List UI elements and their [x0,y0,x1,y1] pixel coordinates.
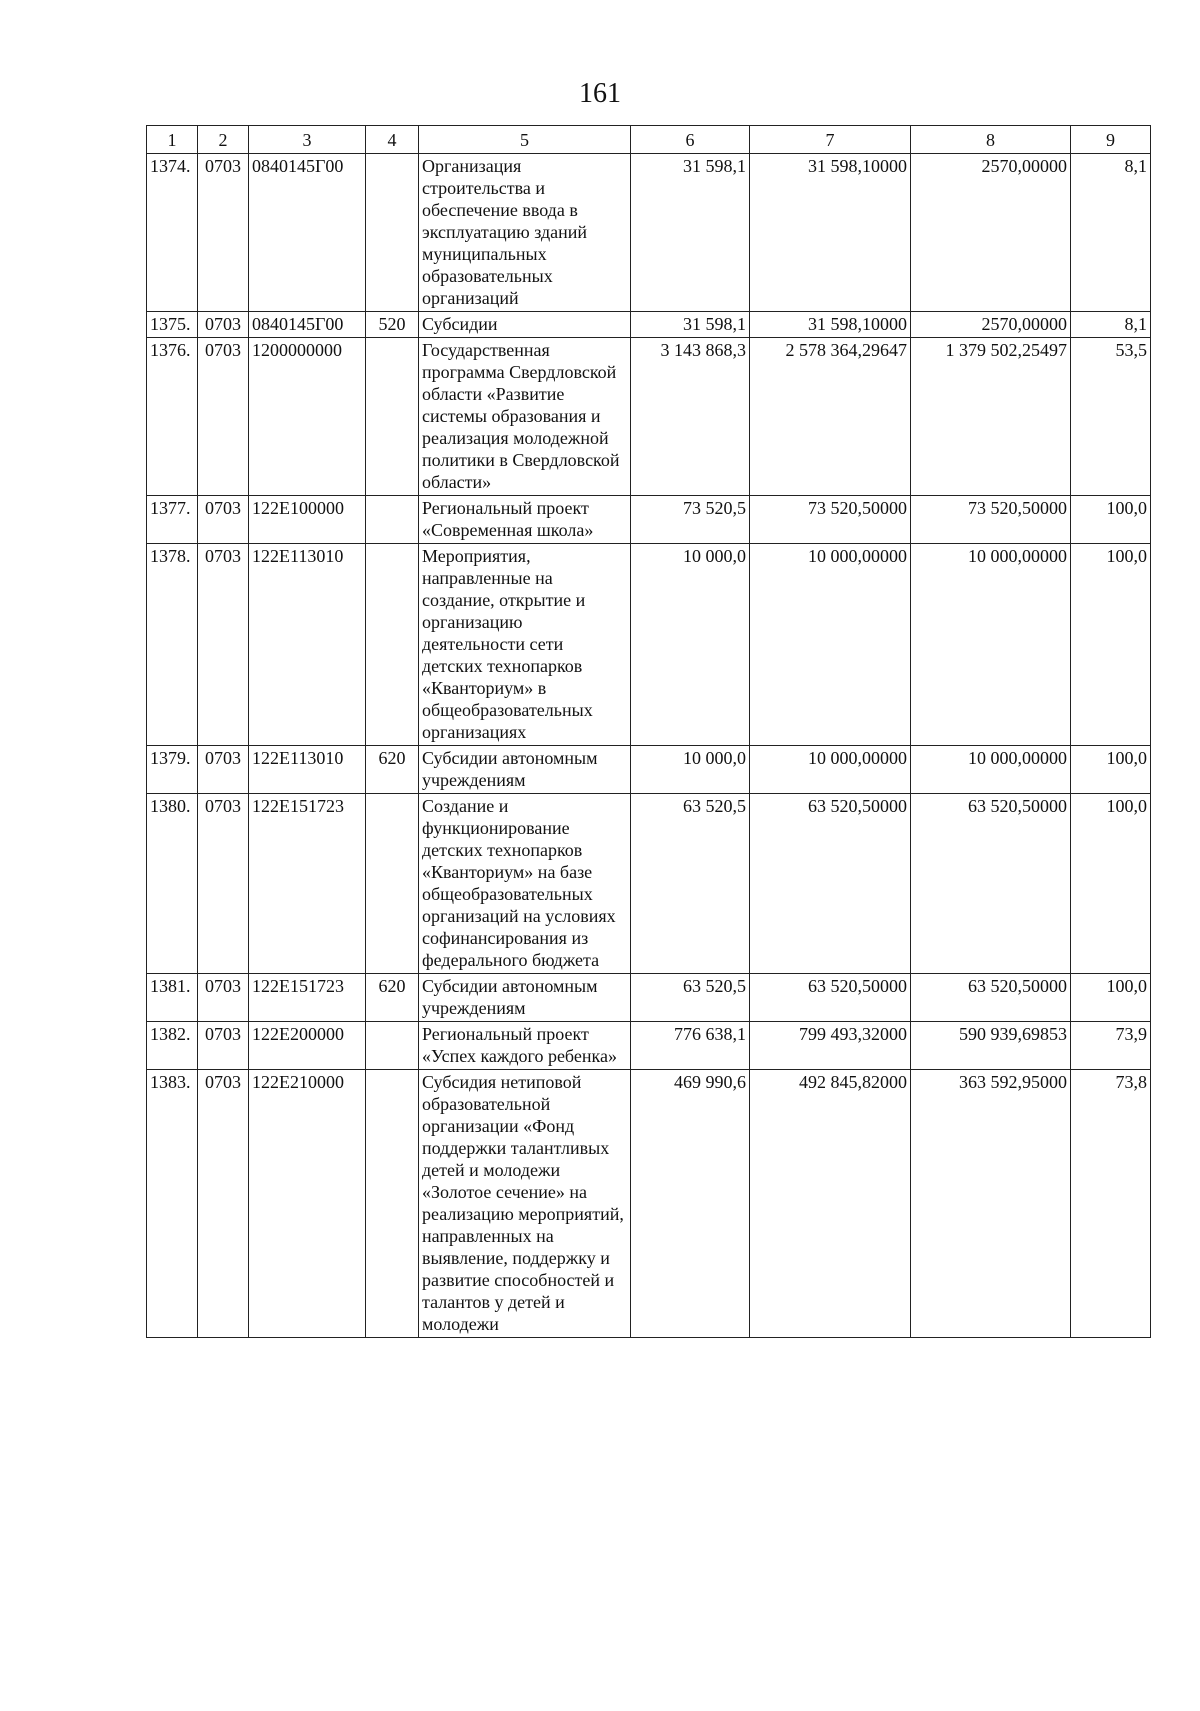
expense-type-code [366,1070,419,1338]
table-row [147,312,1151,338]
target-article-code: 0840145Г00 [249,154,366,312]
amount-col8: 10 000,00000 [911,746,1071,794]
row-number: 1376. [147,338,198,496]
column-header: 5 [419,126,631,154]
amount-col8: 10 000,00000 [911,544,1071,746]
table-row [147,794,1151,974]
amount-col7: 10 000,00000 [750,746,911,794]
target-article-code: 122E113010 [249,746,366,794]
section-code: 0703 [198,312,249,338]
section-code: 0703 [198,1022,249,1070]
table-row [147,496,1151,544]
row-number: 1377. [147,496,198,544]
row-number: 1378. [147,544,198,746]
amount-col6: 73 520,5 [631,496,750,544]
percent-col9: 8,1 [1071,312,1151,338]
column-header: 2 [198,126,249,154]
item-name: Создание и функционирование детских технопарков «Кванториум» на базе общеобразовательных организаций на условиях софинансирования из федерального бюджета [419,794,631,974]
budget-table [146,125,1151,1338]
amount-col6: 3 143 868,3 [631,338,750,496]
target-article-code: 122E151723 [249,974,366,1022]
amount-col8: 63 520,50000 [911,974,1071,1022]
section-code: 0703 [198,746,249,794]
amount-col7: 31 598,10000 [750,154,911,312]
target-article-code: 122E100000 [249,496,366,544]
percent-col9: 73,8 [1071,1070,1151,1338]
amount-col7: 31 598,10000 [750,312,911,338]
row-number: 1374. [147,154,198,312]
expense-type-code [366,544,419,746]
amount-col7: 73 520,50000 [750,496,911,544]
column-header: 1 [147,126,198,154]
amount-col7: 63 520,50000 [750,794,911,974]
percent-col9: 53,5 [1071,338,1151,496]
amount-col8: 2570,00000 [911,154,1071,312]
percent-col9: 100,0 [1071,746,1151,794]
amount-col6: 63 520,5 [631,794,750,974]
section-code: 0703 [198,974,249,1022]
section-code: 0703 [198,338,249,496]
row-number: 1381. [147,974,198,1022]
row-number: 1375. [147,312,198,338]
target-article-code: 122E210000 [249,1070,366,1338]
section-code: 0703 [198,544,249,746]
amount-col8: 63 520,50000 [911,794,1071,974]
percent-col9: 8,1 [1071,154,1151,312]
expense-type-code [366,154,419,312]
row-number: 1379. [147,746,198,794]
item-name: Государственная программа Свердловской области «Развитие системы образования и реализация молодежной политики в Свердловской области» [419,338,631,496]
row-number: 1382. [147,1022,198,1070]
amount-col6: 63 520,5 [631,974,750,1022]
table-row [147,974,1151,1022]
percent-col9: 100,0 [1071,794,1151,974]
expense-type-code: 620 [366,974,419,1022]
column-header: 4 [366,126,419,154]
item-name: Региональный проект «Современная школа» [419,496,631,544]
section-code: 0703 [198,154,249,312]
percent-col9: 100,0 [1071,974,1151,1022]
amount-col8: 73 520,50000 [911,496,1071,544]
table-row [147,154,1151,312]
column-header: 8 [911,126,1071,154]
target-article-code: 0840145Г00 [249,312,366,338]
table-row [147,338,1151,496]
amount-col7: 10 000,00000 [750,544,911,746]
target-article-code: 122E113010 [249,544,366,746]
column-header: 3 [249,126,366,154]
item-name: Субсидии [419,312,631,338]
column-header: 6 [631,126,750,154]
expense-type-code: 620 [366,746,419,794]
item-name: Субсидии автономным учреждениям [419,746,631,794]
column-header: 9 [1071,126,1151,154]
percent-col9: 73,9 [1071,1022,1151,1070]
table-header-row [147,126,1151,154]
amount-col8: 590 939,69853 [911,1022,1071,1070]
amount-col6: 776 638,1 [631,1022,750,1070]
item-name: Субсидия нетиповой образовательной организации «Фонд поддержки талантливых детей и молодежи «Золотое сечение» на реализацию мероприятий, направленных на выявление, поддержку и развитие способностей и талантов у детей и молодежи [419,1070,631,1338]
item-name: Организация строительства и обеспечение ввода в эксплуатацию зданий муниципальных образовательных организаций [419,154,631,312]
amount-col8: 363 592,95000 [911,1070,1071,1338]
table-row [147,746,1151,794]
expense-type-code [366,496,419,544]
item-name: Региональный проект «Успех каждого ребенка» [419,1022,631,1070]
amount-col7: 492 845,82000 [750,1070,911,1338]
expense-type-code [366,794,419,974]
table-row [147,1070,1151,1338]
amount-col7: 799 493,32000 [750,1022,911,1070]
amount-col6: 31 598,1 [631,154,750,312]
expense-type-code [366,338,419,496]
target-article-code: 122E151723 [249,794,366,974]
expense-type-code [366,1022,419,1070]
amount-col7: 63 520,50000 [750,974,911,1022]
amount-col7: 2 578 364,29647 [750,338,911,496]
section-code: 0703 [198,1070,249,1338]
page-number: 161 [579,78,621,109]
amount-col6: 31 598,1 [631,312,750,338]
percent-col9: 100,0 [1071,496,1151,544]
row-number: 1380. [147,794,198,974]
target-article-code: 1200000000 [249,338,366,496]
target-article-code: 122E200000 [249,1022,366,1070]
item-name: Субсидии автономным учреждениям [419,974,631,1022]
section-code: 0703 [198,794,249,974]
column-header: 7 [750,126,911,154]
item-name: Мероприятия, направленные на создание, открытие и организацию деятельности сети детских технопарков «Кванториум» в общеобразовательных организациях [419,544,631,746]
amount-col8: 1 379 502,25497 [911,338,1071,496]
table-row [147,1022,1151,1070]
amount-col6: 469 990,6 [631,1070,750,1338]
amount-col6: 10 000,0 [631,746,750,794]
table-row [147,544,1151,746]
amount-col8: 2570,00000 [911,312,1071,338]
expense-type-code: 520 [366,312,419,338]
amount-col6: 10 000,0 [631,544,750,746]
section-code: 0703 [198,496,249,544]
row-number: 1383. [147,1070,198,1338]
percent-col9: 100,0 [1071,544,1151,746]
